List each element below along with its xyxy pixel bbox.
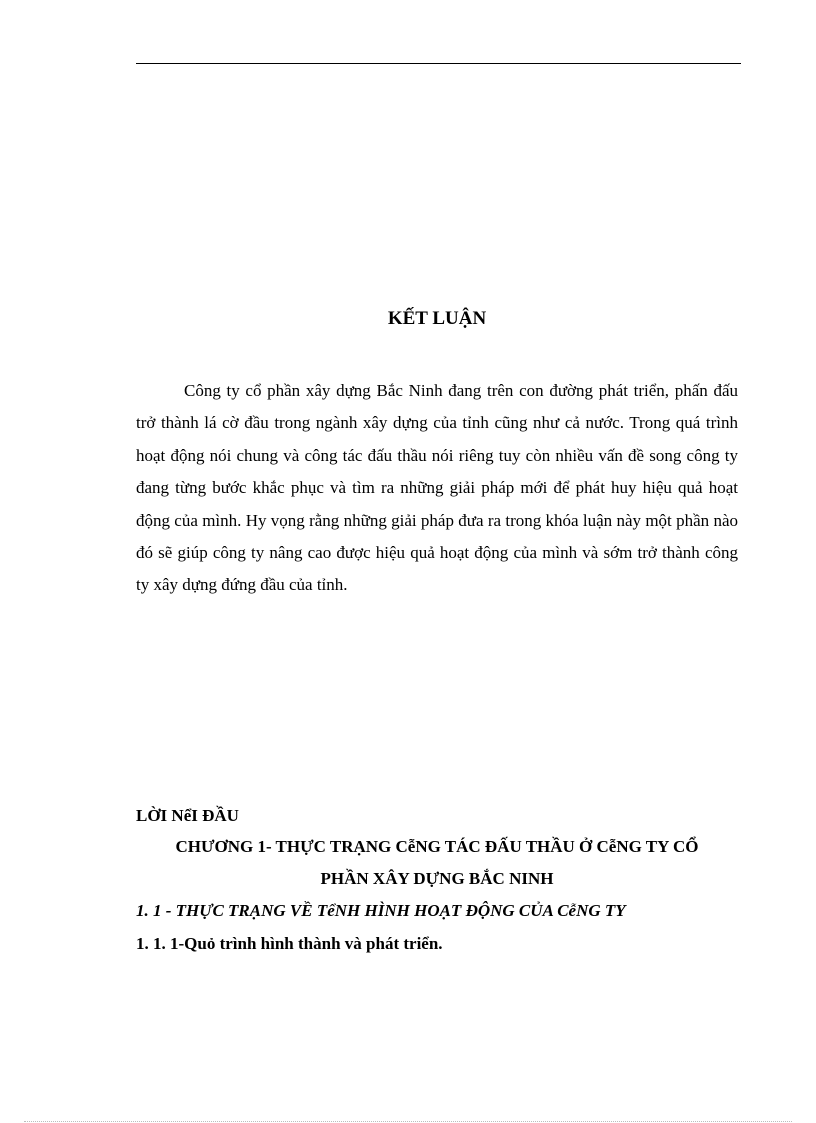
- toc-chapter-line-2: PHẦN XÂY DỰNG BẮC NINH: [320, 869, 554, 888]
- footer-rule: [24, 1121, 792, 1122]
- conclusion-paragraph: Công ty cổ phần xây dựng Bắc Ninh đang trên con đường phát triển, phấn đấu trở thành lá cờ đầu trong ngành xây dựng của tỉnh cũng như cả nước. Trong quá trình hoạt động nói chung và công tác đấu thầu nói riêng tuy còn nhiều vấn đề song công ty đang từng bước khắc phục và tìm ra những giải pháp mới để phát huy hiệu quả hoạt động của mình. Hy vọng rằng những giải pháp đưa ra trong khóa luận này một phần nào đó sẽ giúp công ty nâng cao được hiệu quả hoạt động của mình và sớm trở thành công ty xây dựng đứng đầu của tỉnh.: [136, 381, 738, 595]
- toc-chapter-line-1: CHƯƠNG 1- THỰC TRẠNG CễNG TÁC ĐẤU THẦU Ở CễNG TY CỔ: [175, 837, 699, 856]
- toc-preface: LỜI NểI ĐẦU: [136, 806, 239, 825]
- header-rule: [136, 63, 741, 64]
- conclusion-heading: KẾT LUẬN: [387, 308, 487, 329]
- toc-subsection: 1. 1. 1-Quỏ trình hình thành và phát triển.: [136, 934, 443, 953]
- toc-section: 1. 1 - THỰC TRẠNG VỀ TểNH HÌNH HOẠT ĐỘNG CỦA CễNG TY: [136, 901, 626, 920]
